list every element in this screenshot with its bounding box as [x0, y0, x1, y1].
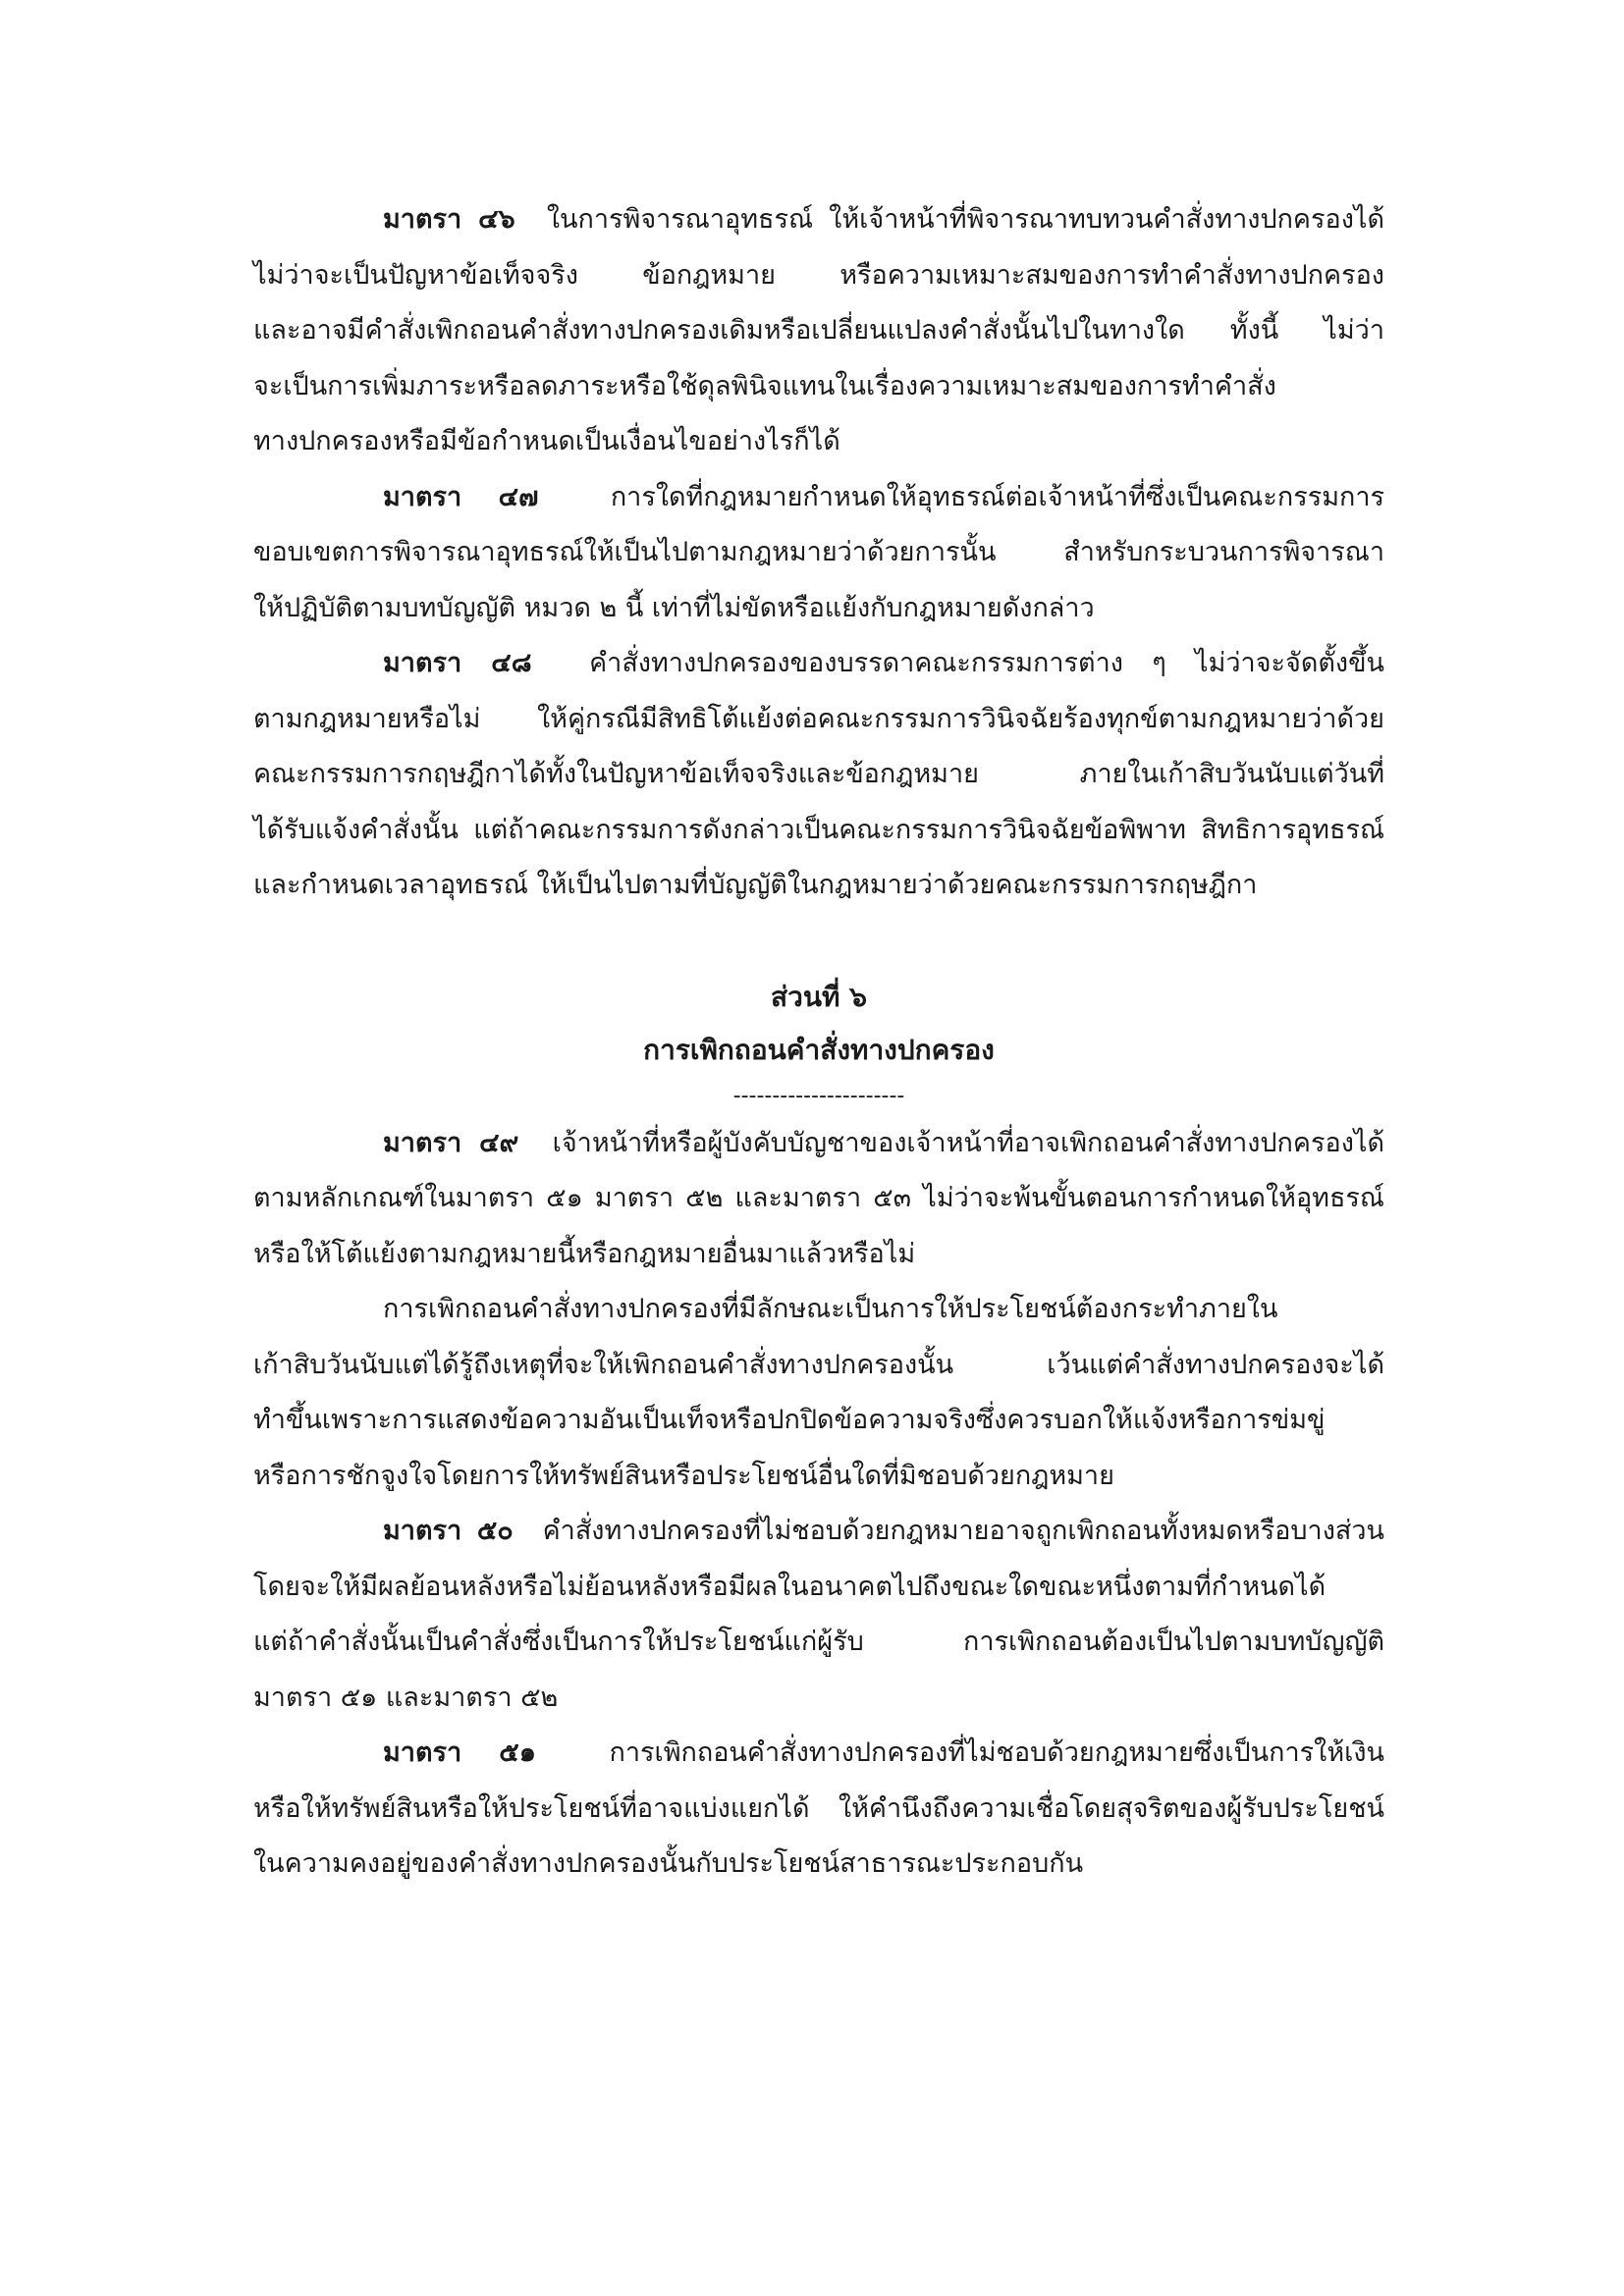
article-49-line-3: หรือให้โต้แย้งตามกฎหมายนี้หรือกฎหมายอื่นมาแล้วหรือไม่: [253, 1238, 916, 1269]
article-49: [253, 1116, 1384, 1505]
part-number: ส่วนที่ ๖: [771, 980, 867, 1013]
article-46-line-2: ไม่ว่าจะเป็นปัญหาข้อเท็จจริง ข้อกฎหมาย หรือความเหมาะสมของการทำคำสั่งทางปกครอง: [253, 259, 1384, 291]
document-page: [253, 192, 1384, 1893]
article-51-line-2: หรือให้ทรัพย์สินหรือให้ประโยชน์ที่อาจแบ่งแยกได้ ให้คำนึงถึงความเชื่อโดยสุจริตของผู้รับประโยชน์: [253, 1792, 1384, 1824]
article-50-line-3: แต่ถ้าคำสั่งนั้นเป็นคำสั่งซึ่งเป็นการให้ประโยชน์แก่ผู้รับ การเพิกถอนต้องเป็นไปตามบทบัญญัติ: [253, 1627, 1384, 1657]
article-48-line-2: ตามกฎหมายหรือไม่ ให้คู่กรณีมีสิทธิโต้แย้งต่อคณะกรรมการวินิจฉัยร้องทุกข์ตามกฎหมายว่าด้วย: [253, 703, 1384, 734]
article-49-para2-line-3: ทำขึ้นเพราะการแสดงข้อความอันเป็นเท็จหรือปกปิดข้อความจริงซึ่งควรบอกให้แจ้งหรือการข่มขู่: [253, 1405, 1326, 1435]
article-46-line-4: จะเป็นการเพิ่มภาระหรือลดภาระหรือใช้ดุลพินิจแทนในเรื่องความเหมาะสมของการทำคำสั่ง: [253, 370, 1276, 401]
article-48-line-3: คณะกรรมการกฤษฎีกาได้ทั้งในปัญหาข้อเท็จจริงและข้อกฎหมาย ภายในเก้าสิบวันนับแต่วันที่: [253, 759, 1384, 789]
article-48-line-4: ได้รับแจ้งคำสั่งนั้น แต่ถ้าคณะกรรมการดังกล่าวเป็นคณะกรรมการวินิจฉัยข้อพิพาท สิทธิการอุทธรณ์: [253, 814, 1384, 845]
article-47-line-1: มาตรา ๔๗ การใดที่กฎหมายกำหนดให้อุทธรณ์ต่อเจ้าหน้าที่ซึ่งเป็นคณะกรรมการ: [383, 481, 1385, 512]
part-title: การเพิกถอนคำสั่งทางปกครอง: [643, 1033, 995, 1066]
article-50-line-4: มาตรา ๕๑ และมาตรา ๕๒: [253, 1682, 559, 1713]
article-46-line-5: ทางปกครองหรือมีข้อกำหนดเป็นเงื่อนไขอย่างไรก็ได้: [253, 426, 840, 456]
article-50-line-2: โดยจะให้มีผลย้อนหลังหรือไม่ย้อนหลังหรือมีผลในอนาคตไปถึงขณะใดขณะหนึ่งตามที่กำหนดได้: [253, 1571, 1326, 1602]
article-49-para2-line-2: เก้าสิบวันนับแต่ได้รู้ถึงเหตุที่จะให้เพิกถอนคำสั่งทางปกครองนั้น เว้นแต่คำสั่งทางปกครองจะได้: [253, 1349, 1384, 1380]
article-47-line-3: ให้ปฏิบัติตามบทบัญญัติ หมวด ๒ นี้ เท่าที่ไม่ขัดหรือแย้งกับกฎหมายดังกล่าว: [253, 592, 1095, 623]
heading-divider: ----------------------: [732, 1083, 905, 1108]
article-50-label: มาตรา ๕๐: [383, 1516, 514, 1546]
article-47-label: มาตรา ๔๗: [383, 481, 539, 512]
article-49-para2-line-4: หรือการชักจูงใจโดยการให้ทรัพย์สินหรือประโยชน์อื่นใดที่มิชอบด้วยกฎหมาย: [253, 1460, 1114, 1491]
article-50: [253, 1504, 1384, 1726]
article-49-label: มาตรา ๔๙: [383, 1127, 519, 1158]
article-48-line-5: และกำหนดเวลาอุทธรณ์ ให้เป็นไปตามที่บัญญัติในกฎหมายว่าด้วยคณะกรรมการกฤษฎีกา: [253, 870, 1258, 900]
article-48: [253, 636, 1384, 914]
article-48-label: มาตรา ๔๘: [383, 648, 532, 678]
article-47: [253, 470, 1384, 637]
article-46-label: มาตรา ๔๖: [383, 204, 515, 235]
article-46-line-3: และอาจมีคำสั่งเพิกถอนคำสั่งทางปกครองเดิมหรือเปลี่ยนแปลงคำสั่งนั้นไปในทางใด ทั้งนี้ ไม่ว่า: [253, 315, 1384, 346]
article-49-line-2: ตามหลักเกณฑ์ในมาตรา ๕๑ มาตรา ๕๒ และมาตรา ๕๓ ไม่ว่าจะพ้นขั้นตอนการกำหนดให้อุทธรณ์: [253, 1183, 1384, 1213]
article-49-line-1: มาตรา ๔๙ เจ้าหน้าที่หรือผู้บังคับบัญชาของเจ้าหน้าที่อาจเพิกถอนคำสั่งทางปกครองได้: [383, 1127, 1384, 1158]
article-51: [253, 1726, 1384, 1893]
article-47-line-2: ขอบเขตการพิจารณาอุทธรณ์ให้เป็นไปตามกฎหมายว่าด้วยการนั้น สำหรับกระบวนการพิจารณา: [253, 537, 1384, 567]
article-50-line-1: มาตรา ๕๐ คำสั่งทางปกครองที่ไม่ชอบด้วยกฎหมายอาจถูกเพิกถอนทั้งหมดหรือบางส่วน: [383, 1516, 1384, 1546]
article-49-para2-line-1: การเพิกถอนคำสั่งทางปกครองที่มีลักษณะเป็นการให้ประโยชน์ต้องกระทำภายใน: [383, 1294, 1278, 1324]
article-51-label: มาตรา ๕๑: [383, 1737, 536, 1768]
article-51-line-1: มาตรา ๕๑ การเพิกถอนคำสั่งทางปกครองที่ไม่ชอบด้วยกฎหมายซึ่งเป็นการให้เงิน: [383, 1737, 1384, 1768]
article-48-line-1: มาตรา ๔๘ คำสั่งทางปกครองของบรรดาคณะกรรมการต่าง ๆ ไม่ว่าจะจัดตั้งขึ้น: [383, 648, 1385, 678]
article-46: [253, 192, 1384, 470]
article-46-line-1: มาตรา ๔๖ ในการพิจารณาอุทธรณ์ ให้เจ้าหน้าที่พิจารณาทบทวนคำสั่งทางปกครองได้: [383, 204, 1385, 235]
article-51-line-3: ในความคงอยู่ของคำสั่งทางปกครองนั้นกับประโยชน์สาธารณะประกอบกัน: [253, 1848, 1084, 1879]
